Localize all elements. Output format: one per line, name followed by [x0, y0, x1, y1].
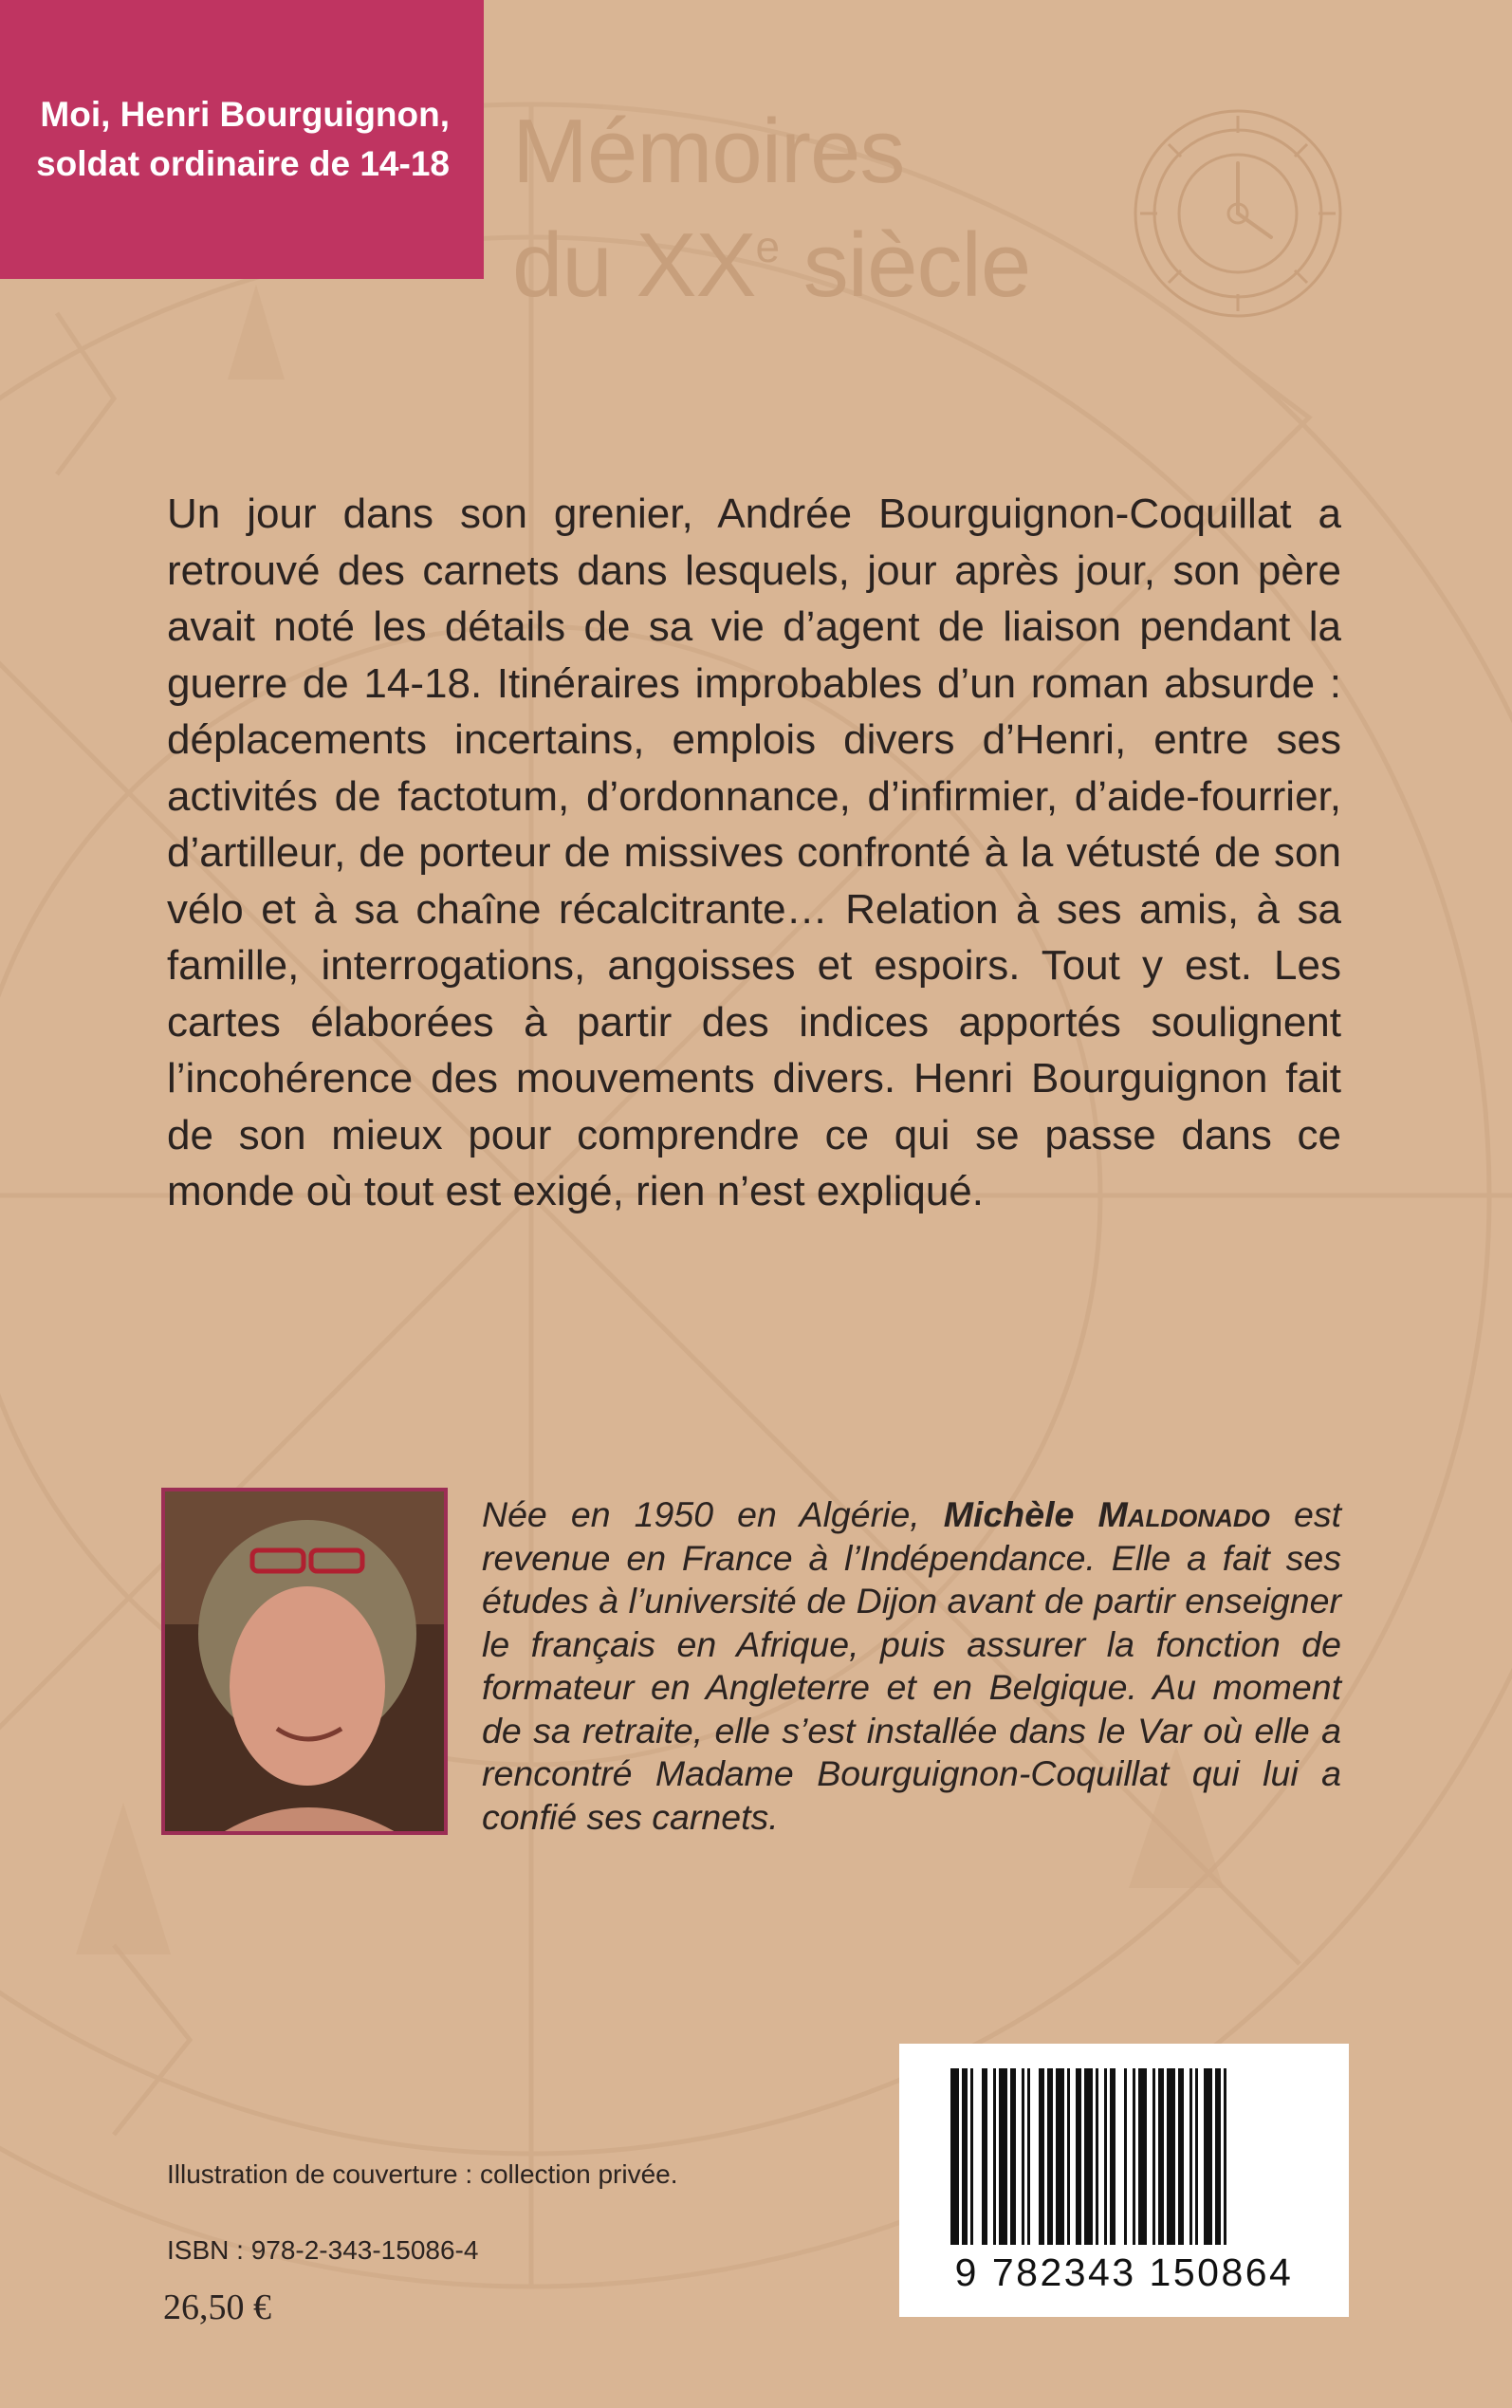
collection-title-line-1: Moi, Henri Bourguignon,	[40, 95, 450, 134]
collection-title-line-2: soldat ordinaire de 14-18	[36, 144, 450, 183]
isbn: ISBN : 978-2-343-15086-4	[167, 2235, 479, 2265]
barcode-bar	[1110, 2068, 1116, 2245]
back-cover-blurb: Un jour dans son grenier, Andrée Bourguignon-Coquillat a retrouvé des carnets dans lesquels, jour après jour, son père avait noté les détails de sa vie d’agent de liaison pendant la guerre de 14-18. Itinéraires improbables d’un roman absurde : déplacements incertains, emplois divers d’Henri, entre ses activités de factotum, d’ordonnance, d’infirmier, d’aide-fourrier, d’artilleur, de porteur de missives confronté à la vétusté de son vélo et à sa chaîne récalcitrante… Relation à ses amis, à sa famille, interrogations, angoisses et espoirs. Tout y est. Les cartes élaborées à partir des indices apportés soulignent l’incohérence des mouvements divers. Henri Bourguignon fait de son mieux pour comprendre ce qui se passe dans ce monde où tout est exigé, rien n’est expliqué.	[167, 491, 1341, 1214]
bio-text: est revenue en France à l’Indépendance. Elle a fait ses études à l’université de Dijon avant de partir enseigner le français en Afrique, puis assurer la fonction de formateur en Angleterre et en Belgique. Au moment de sa retraite, elle s’est installée dans le Var où elle a rencontré Madame Bourguignon-Coquillat qui lui a confié ses carnets.	[482, 1494, 1341, 1837]
barcode-bar	[1124, 2068, 1127, 2245]
series-line-2	[512, 199, 1031, 316]
series-line-2-suffix: siècle	[779, 214, 1031, 316]
barcode-bar	[970, 2068, 973, 2245]
barcode-digits: 9 782343 150864	[954, 2251, 1294, 2294]
barcode	[899, 2044, 1349, 2317]
barcode-bar	[1195, 2068, 1198, 2245]
clock-icon	[1129, 104, 1347, 323]
barcode-bar	[1084, 2068, 1093, 2245]
bio-intro: Née en 1950 en Algérie,	[482, 1494, 944, 1534]
barcode-bar	[1096, 2068, 1098, 2245]
author-portrait	[161, 1488, 448, 1835]
author-first-name: Michèle	[943, 1494, 1098, 1534]
barcode-bar	[1224, 2068, 1226, 2245]
barcode-bar	[1158, 2068, 1164, 2245]
illustration-credit: Illustration de couverture : collection privée.	[167, 2159, 678, 2189]
series-superscript: e	[755, 222, 780, 271]
barcode-bar	[1104, 2068, 1107, 2245]
barcode-bar	[982, 2068, 987, 2245]
series-name	[512, 101, 1031, 316]
author-last-name: Maldonado	[1097, 1494, 1270, 1534]
barcode-bar	[1133, 2068, 1135, 2245]
barcode-bar	[1022, 2068, 1024, 2245]
barcode-bar	[1189, 2068, 1192, 2245]
barcode-bar	[1152, 2068, 1155, 2245]
series-line-2-prefix: du XX	[512, 214, 756, 316]
barcode-bar	[1056, 2068, 1064, 2245]
barcode-bar	[1047, 2068, 1053, 2245]
barcode-bar	[1067, 2068, 1070, 2245]
barcode-bar	[1178, 2068, 1184, 2245]
barcode-bar	[1039, 2068, 1044, 2245]
barcode-bar	[993, 2068, 996, 2245]
series-line-1: Mémoires	[512, 101, 905, 202]
barcode-bar	[1138, 2068, 1147, 2245]
barcode-bar	[999, 2068, 1007, 2245]
barcode-bar	[1167, 2068, 1175, 2245]
barcode-bar	[962, 2068, 968, 2245]
barcode-bar	[1215, 2068, 1221, 2245]
barcode-bar	[1076, 2068, 1081, 2245]
author-photo	[165, 1491, 448, 1835]
price: 26,50 €	[163, 2288, 271, 2327]
barcode-bar	[950, 2068, 959, 2245]
barcode-bar	[1010, 2068, 1016, 2245]
barcode-bar	[1027, 2068, 1030, 2245]
author-bio	[482, 1493, 1341, 1839]
collection-title-block	[0, 0, 484, 279]
barcode-bar	[1204, 2068, 1212, 2245]
